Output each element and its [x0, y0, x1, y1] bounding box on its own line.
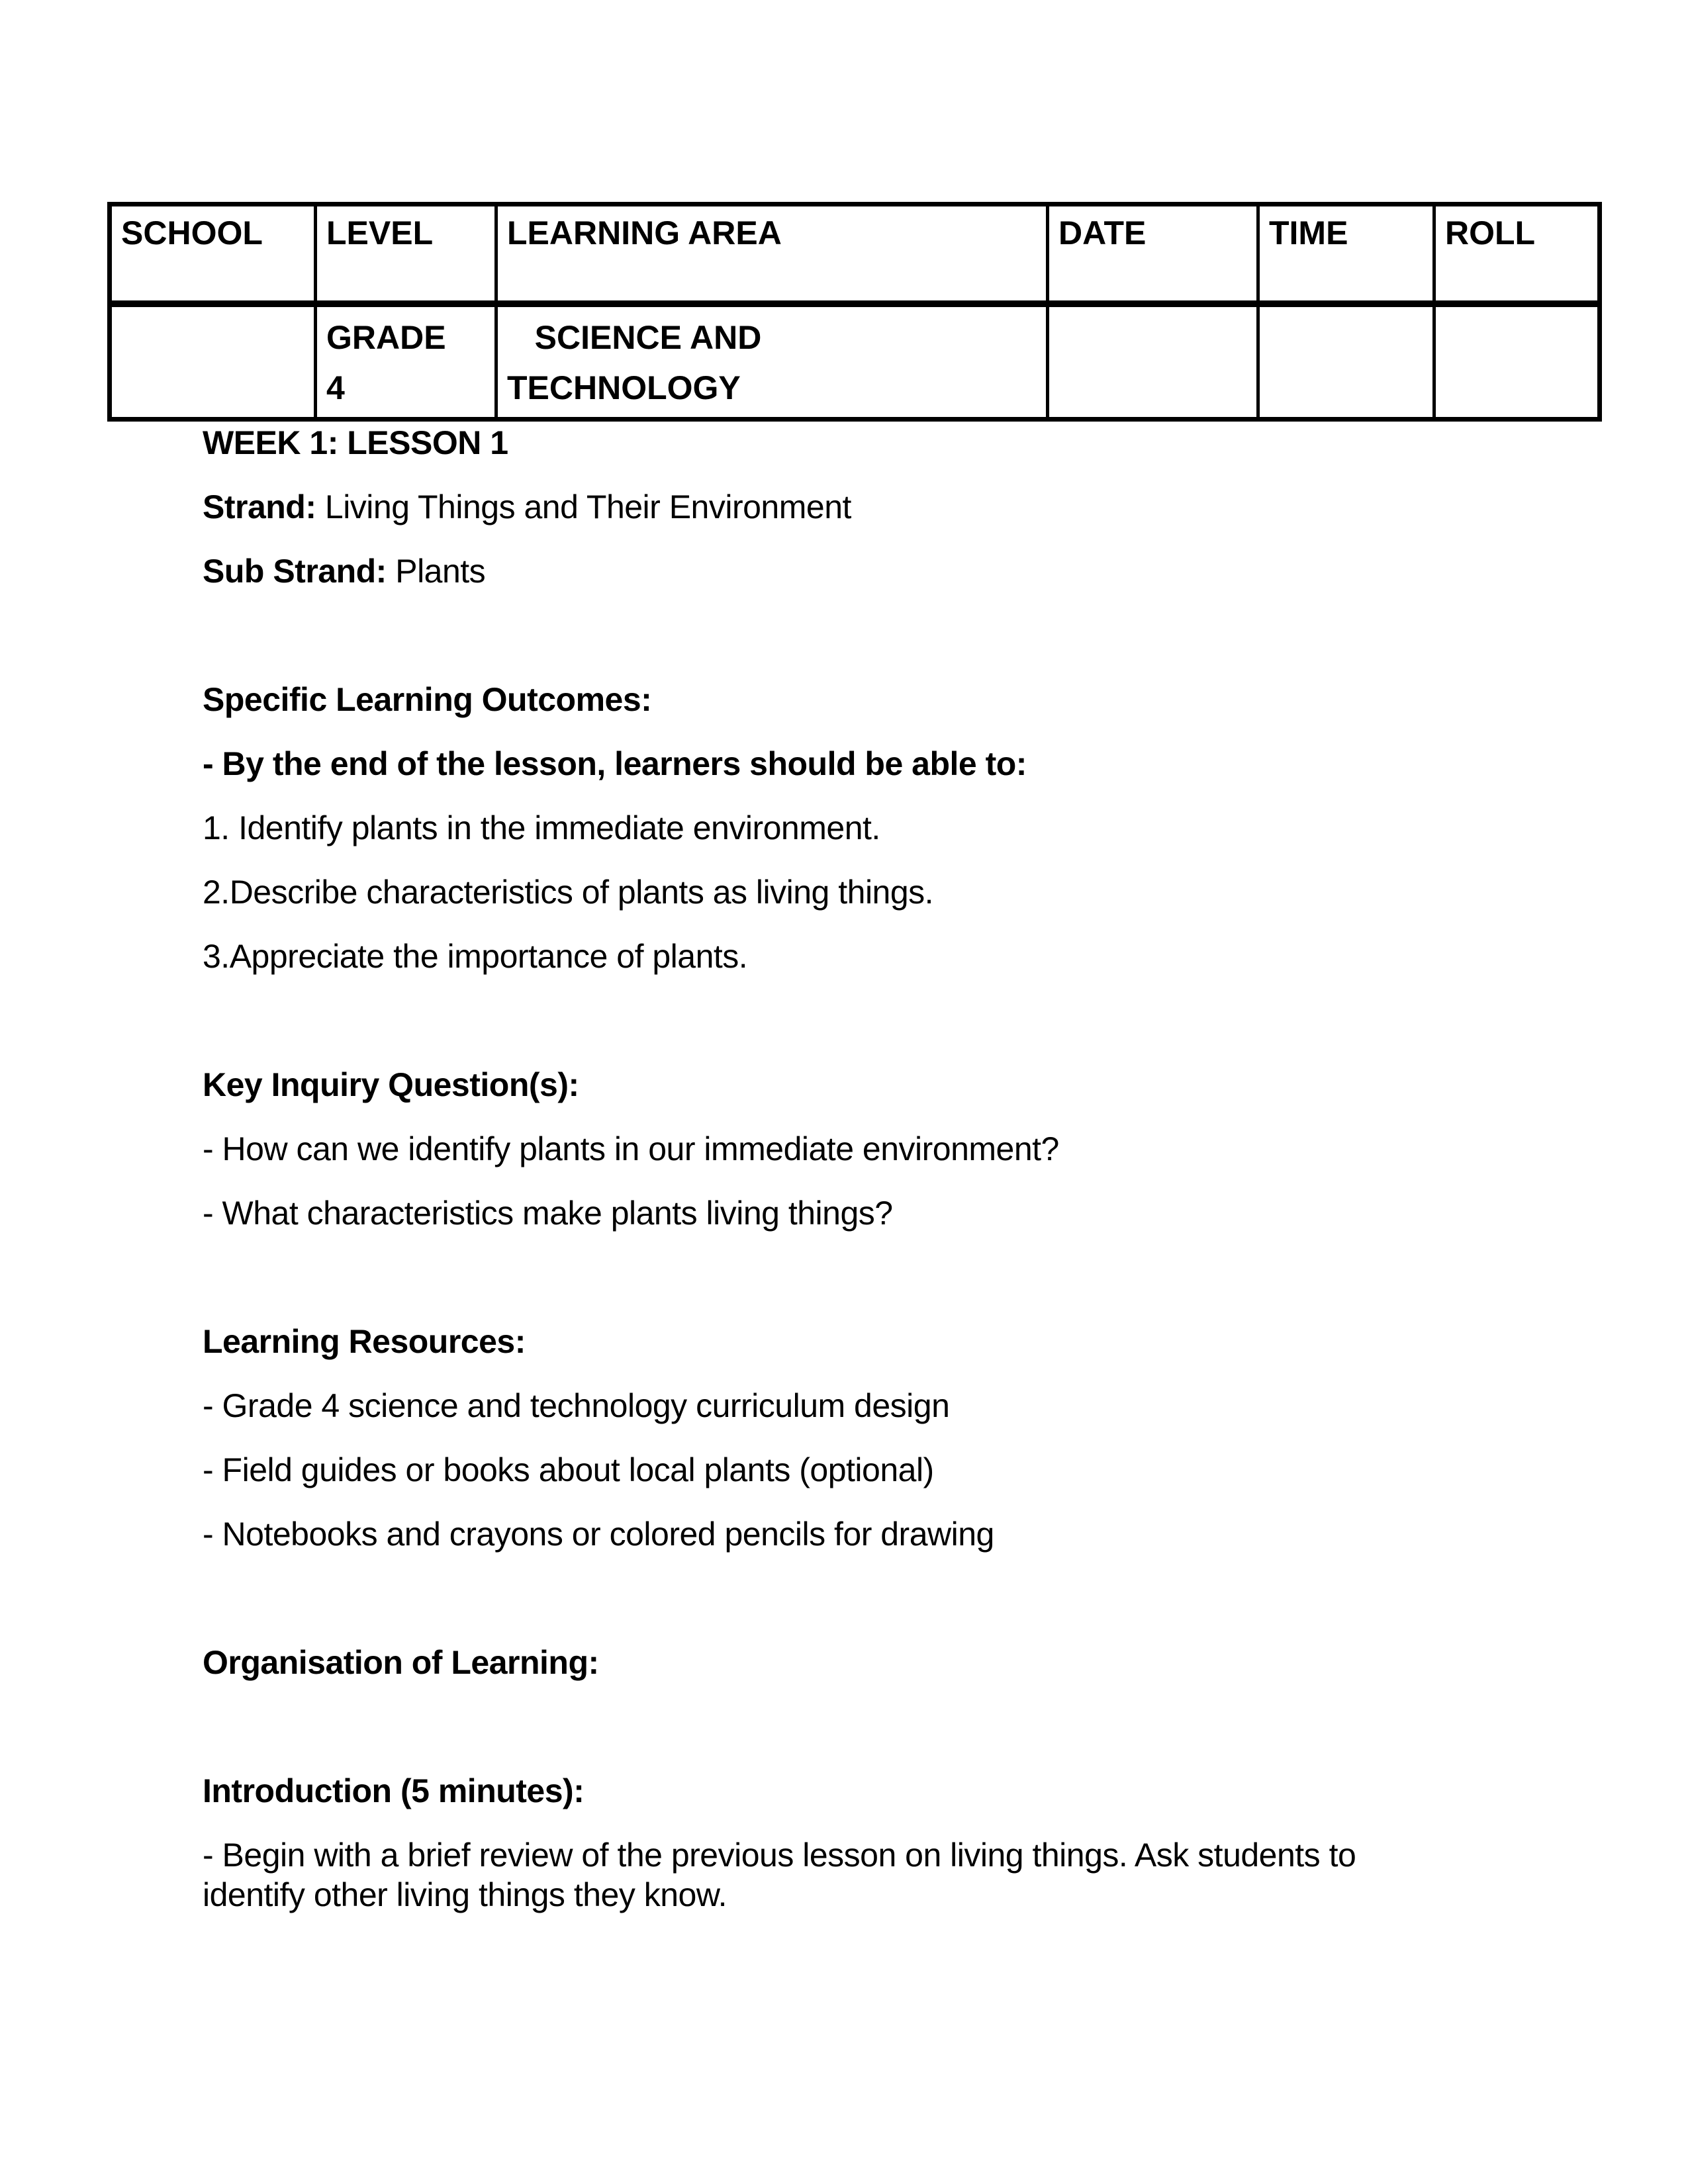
blank-line [203, 1707, 1434, 1747]
blank-line [203, 1257, 1434, 1297]
line-inquiry-question-2 [203, 1193, 1434, 1233]
school-header-label: SCHOOL [121, 214, 263, 251]
line-outcome-2 [203, 872, 1434, 912]
outcome-2-text: 2.Describe characteristics of plants as living things. [203, 874, 934, 911]
time-header-cell [1258, 205, 1434, 304]
level-value-line-2: 4 [326, 369, 345, 406]
level-header-label: LEVEL [326, 214, 434, 251]
line-outcome-1 [203, 808, 1434, 848]
lesson-info-table [107, 202, 1602, 422]
resource-1-text: - Grade 4 science and technology curriculum design [203, 1387, 950, 1424]
level-header-cell [316, 205, 496, 304]
heading-learning-resources [203, 1322, 1434, 1361]
heading-specific-learning-outcomes [203, 680, 1434, 719]
heading-key-inquiry-questions [203, 1065, 1434, 1105]
outcome-1-text: 1. Identify plants in the immediate environment. [203, 809, 880, 846]
blank-line [203, 1001, 1434, 1040]
date-value-cell [1048, 304, 1258, 420]
time-value-cell [1258, 304, 1434, 420]
table-value-row [110, 304, 1600, 420]
strand-label: Strand: [203, 488, 316, 525]
resource-3-text: - Notebooks and crayons or colored pencils for drawing [203, 1516, 994, 1553]
heading-text: Learning Resources: [203, 1323, 526, 1360]
heading-week-lesson-text: WEEK 1: LESSON 1 [203, 424, 508, 461]
heading-week-lesson [203, 423, 1434, 463]
heading-text: Introduction (5 minutes): [203, 1772, 585, 1809]
strand-value: Living Things and Their Environment [316, 488, 851, 525]
time-header-label: TIME [1269, 214, 1348, 251]
heading-text: Specific Learning Outcomes: [203, 681, 652, 718]
outcomes-intro-text: - By the end of the lesson, learners should be able to: [203, 745, 1027, 782]
inquiry-question-1-text: - How can we identify plants in our immediate environment? [203, 1130, 1059, 1167]
learning-area-header-label: LEARNING AREA [507, 214, 782, 251]
learning-area-value-cell [496, 304, 1048, 420]
blank-line [203, 1578, 1434, 1618]
sub-strand-label: Sub Strand: [203, 553, 387, 590]
sub-strand-value: Plants [386, 553, 486, 590]
line-resource-2 [203, 1450, 1434, 1490]
learning-area-header-cell [496, 205, 1048, 304]
learning-area-value-line-2: TECHNOLOGY [507, 369, 741, 406]
school-value-cell [110, 304, 316, 420]
outcome-3-text: 3.Appreciate the importance of plants. [203, 938, 748, 975]
line-resource-1 [203, 1386, 1434, 1426]
document-body [203, 423, 1434, 1915]
roll-value-cell [1434, 304, 1600, 420]
level-value-line-1: GRADE [326, 319, 446, 356]
roll-header-label: ROLL [1445, 214, 1536, 251]
heading-text: Key Inquiry Question(s): [203, 1066, 579, 1103]
learning-area-value-line-1: SCIENCE AND [507, 319, 762, 356]
introduction-activity-text: - Begin with a brief review of the previous lesson on living things. Ask students to identify other living things they know. [203, 1837, 1356, 1913]
line-outcomes-intro [203, 744, 1434, 784]
resource-2-text: - Field guides or books about local plants (optional) [203, 1451, 934, 1488]
school-header-cell [110, 205, 316, 304]
level-value-cell [316, 304, 496, 420]
blank-line [203, 615, 1434, 655]
line-strand [203, 487, 1434, 527]
heading-text: Organisation of Learning: [203, 1644, 599, 1681]
heading-introduction [203, 1771, 1434, 1811]
line-sub-strand [203, 551, 1434, 591]
line-inquiry-question-1 [203, 1129, 1434, 1169]
date-header-label: DATE [1058, 214, 1147, 251]
line-introduction-activity [203, 1835, 1434, 1915]
line-outcome-3 [203, 936, 1434, 976]
heading-organisation-of-learning [203, 1643, 1434, 1682]
line-resource-3 [203, 1514, 1434, 1554]
table-header-row [110, 205, 1600, 304]
inquiry-question-2-text: - What characteristics make plants living things? [203, 1195, 893, 1232]
roll-header-cell [1434, 205, 1600, 304]
date-header-cell [1048, 205, 1258, 304]
